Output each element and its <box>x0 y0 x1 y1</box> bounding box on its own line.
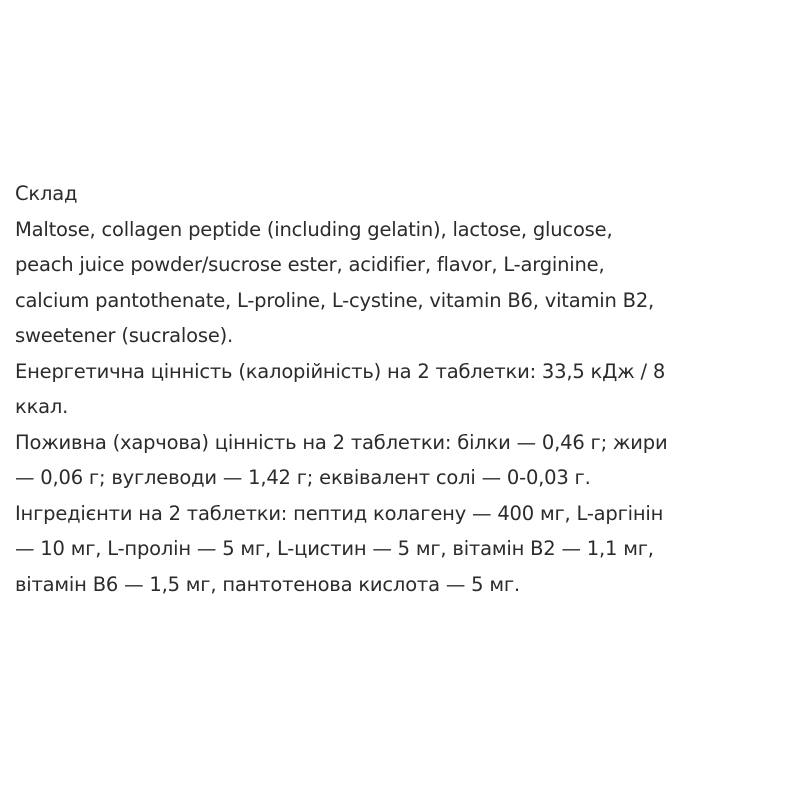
nutrition-value-line-2: — 0,06 г; вуглеводи — 1,42 г; еквівалент солі — 0-0,03 г. <box>15 466 591 489</box>
composition-text-block <box>15 176 795 602</box>
active-ingredients-line-2: — 10 мг, L-пролін — 5 мг, L-цистин — 5 мг, вітамін B2 — 1,1 мг, <box>15 537 654 560</box>
ingredients-line-2: peach juice powder/sucrose ester, acidifier, flavor, L-arginine, <box>15 253 605 276</box>
energy-value-line-1: Енергетична цінність (калорійність) на 2 таблетки: 33,5 кДж / 8 <box>15 359 666 383</box>
nutrition-value-line-1: Поживна (харчова) цінність на 2 таблетки: білки — 0,46 г; жири <box>15 430 668 454</box>
active-ingredients-line-3: вітамін B6 — 1,5 мг, пантотенова кислота — 5 мг. <box>15 572 520 596</box>
ingredients-line-4: sweetener (sucralose). <box>15 324 234 347</box>
ingredients-line-3: calcium pantothenate, L-proline, L-cystine, vitamin B6, vitamin B2, <box>15 288 655 312</box>
energy-value-line-2: ккал. <box>15 395 69 418</box>
composition-heading: Склад <box>15 182 78 205</box>
active-ingredients-line-1: Інгредієнти на 2 таблетки: пептид колагену — 400 мг, L-аргінін <box>15 501 664 525</box>
ingredients-line-1: Maltose, collagen peptide (including gelatin), lactose, glucose, <box>15 217 613 241</box>
